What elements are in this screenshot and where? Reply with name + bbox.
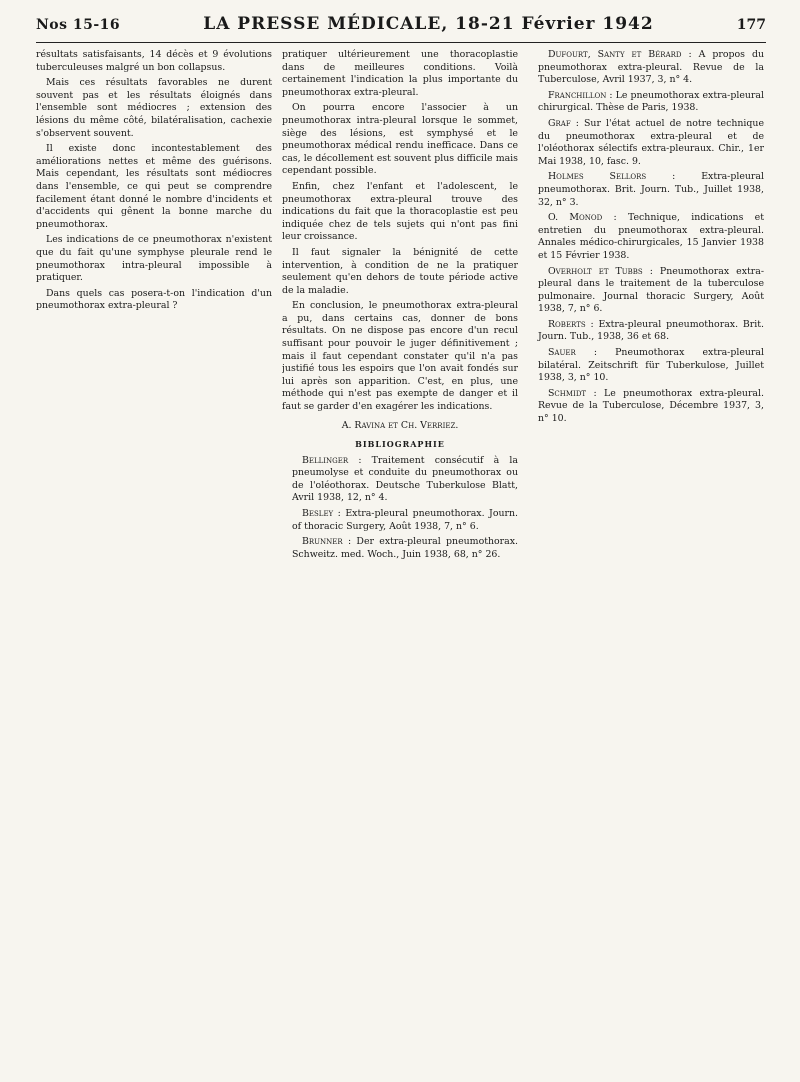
column-3 xyxy=(528,49,764,1069)
bibliography-author: Brunner xyxy=(302,536,348,548)
bibliography-entry xyxy=(528,118,764,168)
bibliography-author: Franchillon xyxy=(548,89,610,101)
bibliography-author: Sauer xyxy=(548,347,594,359)
bibliography-list xyxy=(528,49,764,426)
bibliography-text: : Extra-pleural pneumothorax. Brit. Journ. Tub., 1938, 36 et 68. xyxy=(538,318,764,343)
column-2 xyxy=(282,49,518,1069)
bibliography-entry xyxy=(528,266,764,316)
bibliography-entry xyxy=(528,388,764,426)
bibliography-entry xyxy=(282,508,518,533)
bibliography-text: : Sur l'état actuel de notre technique du pneumothorax extra-pleural et de l'oléothorax sélectifs extra-pleuraux. Chir., 1er Mai 1938, 10, fasc. 9. xyxy=(538,117,764,167)
paragraph: Il faut signaler la bénignité de cette intervention, à condition de ne la pratiquer seulement qu'en dehors de toute période active de la maladie. xyxy=(282,246,518,296)
bibliography-text: : Extra-pleural pneumothorax. Journ. of thoracic Surgery, Août 1938, 7, n° 6. xyxy=(292,508,518,532)
page-number: 177 xyxy=(736,17,766,33)
bibliography-entry xyxy=(528,90,764,115)
bibliography-entry xyxy=(528,347,764,385)
bibliography-text: : Pneumothorax extra-pleural dans le traitement de la tuberculose pulmonaire. Journal thoracic Surgery, Août 1938, 7, n° 6. xyxy=(538,265,764,315)
column-1 xyxy=(36,49,272,1069)
bibliography-entry xyxy=(528,49,764,87)
bibliography-entry xyxy=(528,319,764,344)
journal-title: LA PRESSE MÉDICALE, 18-21 Février 1942 xyxy=(203,14,654,34)
paragraph: Enfin, chez l'enfant et l'adolescent, le pneumothorax extra-pleural trouve des indications du fait que la thoracoplastie est peu indiquée chez de tels sujets qui n'ont pas fini leur croissance. xyxy=(282,180,518,243)
page-header xyxy=(36,14,766,43)
bibliography-text: : Der extra-pleural pneumothorax. Schweitz. med. Woch., Juin 1938, 68, n° 26. xyxy=(292,536,518,560)
paragraph: Dans quels cas posera-t-on l'indication d'un pneumothorax extra-pleural ? xyxy=(36,287,272,312)
bibliography-author: Schmidt xyxy=(548,387,594,399)
paragraph: Les indications de ce pneumothorax n'existent que du fait qu'une symphyse pleurale rend le pneumothorax intra-pleural impossible à pratiquer. xyxy=(36,234,272,284)
bibliography-author: Roberts xyxy=(548,318,591,330)
bibliography-author: Dufourt, Santy et Bérard xyxy=(548,49,689,60)
paragraph: Il existe donc incontestablement des améliorations nettes et même des guérisons. Mais cependant, les résultats sont médiocres dans l'ensemble, ce qui peut se comprendre facilement étant donné le nombre d'incidents et d'accidents qui gênent la bonne marche du pneumothorax. xyxy=(36,143,272,230)
bibliography-text: : Pneumothorax extra-pleural bilatéral. Zeitschrift für Tuberkulose, Juillet 1938, 3, n° 10. xyxy=(538,347,764,384)
article-signature: A. Ravina et Ch. Verriez. xyxy=(341,419,459,431)
bibliography-list xyxy=(282,455,518,562)
bibliography-entry xyxy=(282,536,518,561)
paragraph: En conclusion, le pneumothorax extra-pleural a pu, dans certains cas, donner de bons résultats. On ne dispose pas encore d'un recul suffisant pour pouvoir le juger définitivement ; mais il faut cependant constater qu'il n'a pas justifié tous les espoirs que l'on avait fondés sur lui après son apparition. C'est, en plus, une méthode qui n'est pas exempte de danger et il faut se garder d'en exagérer les indications. xyxy=(282,300,518,413)
bibliography-text: : Extra-pleural pneumothorax. Brit. Journ. Tub., Juillet 1938, 32, n° 3. xyxy=(538,171,764,208)
bibliography-text: : Traitement consécutif à la pneumolyse et conduite du pneumothorax ou de l'oléothorax. Deutsche Tuberkulose Blatt, Avril 1938, 12, n° 4. xyxy=(292,454,518,504)
bibliography-author: Overholt et Tubbs xyxy=(548,265,650,277)
bibliography-author: Graf xyxy=(548,117,576,129)
paragraph: pratiquer ultérieurement une thoracoplastie dans de meilleures conditions. Voilà certainement l'indication la plus importante du pneumothorax extra-pleural. xyxy=(282,49,518,98)
bibliography-text: : A propos du pneumothorax extra-pleural. Revue de la Tuberculose, Avril 1937, 3, n° 4. xyxy=(538,49,764,86)
bibliography-entry xyxy=(528,171,764,209)
bibliography-text: : Technique, indications et entretien du pneumothorax extra-pleural. Annales médico-chirurgicales, 15 Janvier 1938 et 15 Février 1938. xyxy=(538,212,764,261)
bibliography-author: Holmes Sellors xyxy=(548,171,673,183)
paragraph: résultats satisfaisants, 14 décès et 9 évolutions tuberculeuses malgré un bon collapsus. xyxy=(36,49,272,73)
bibliography-text: : Le pneumothorax extra-pleural. Revue de la Tuberculose, Décembre 1937, 3, n° 10. xyxy=(538,387,764,425)
paragraph: On pourra encore l'associer à un pneumothorax intra-pleural lorsque le sommet, siège des lésions, est symphysé et le pneumothorax médical rendu inefficace. Dans ce cas, le décollement est souvent plus difficile mais cependant possible. xyxy=(282,102,518,177)
bibliography-author: Bellinger xyxy=(302,454,359,466)
issue-number: Nos 15-16 xyxy=(36,17,121,33)
bibliography-entry xyxy=(528,212,764,262)
bibliography-title: BIBLIOGRAPHIE xyxy=(355,438,445,449)
bibliography-author: O. Monod xyxy=(548,212,614,224)
bibliography-entry xyxy=(282,455,518,505)
paragraph: Mais ces résultats favorables ne durent souvent pas et les résultats éloignés dans l'ensemble sont médiocres ; extension des lésions du même côté, bilatéralisation, cachexie s'observent souvent. xyxy=(36,77,272,139)
bibliography-text: : Le pneumothorax extra-pleural chirurgical. Thèse de Paris, 1938. xyxy=(538,89,764,114)
bibliography-author: Besley xyxy=(302,508,338,519)
